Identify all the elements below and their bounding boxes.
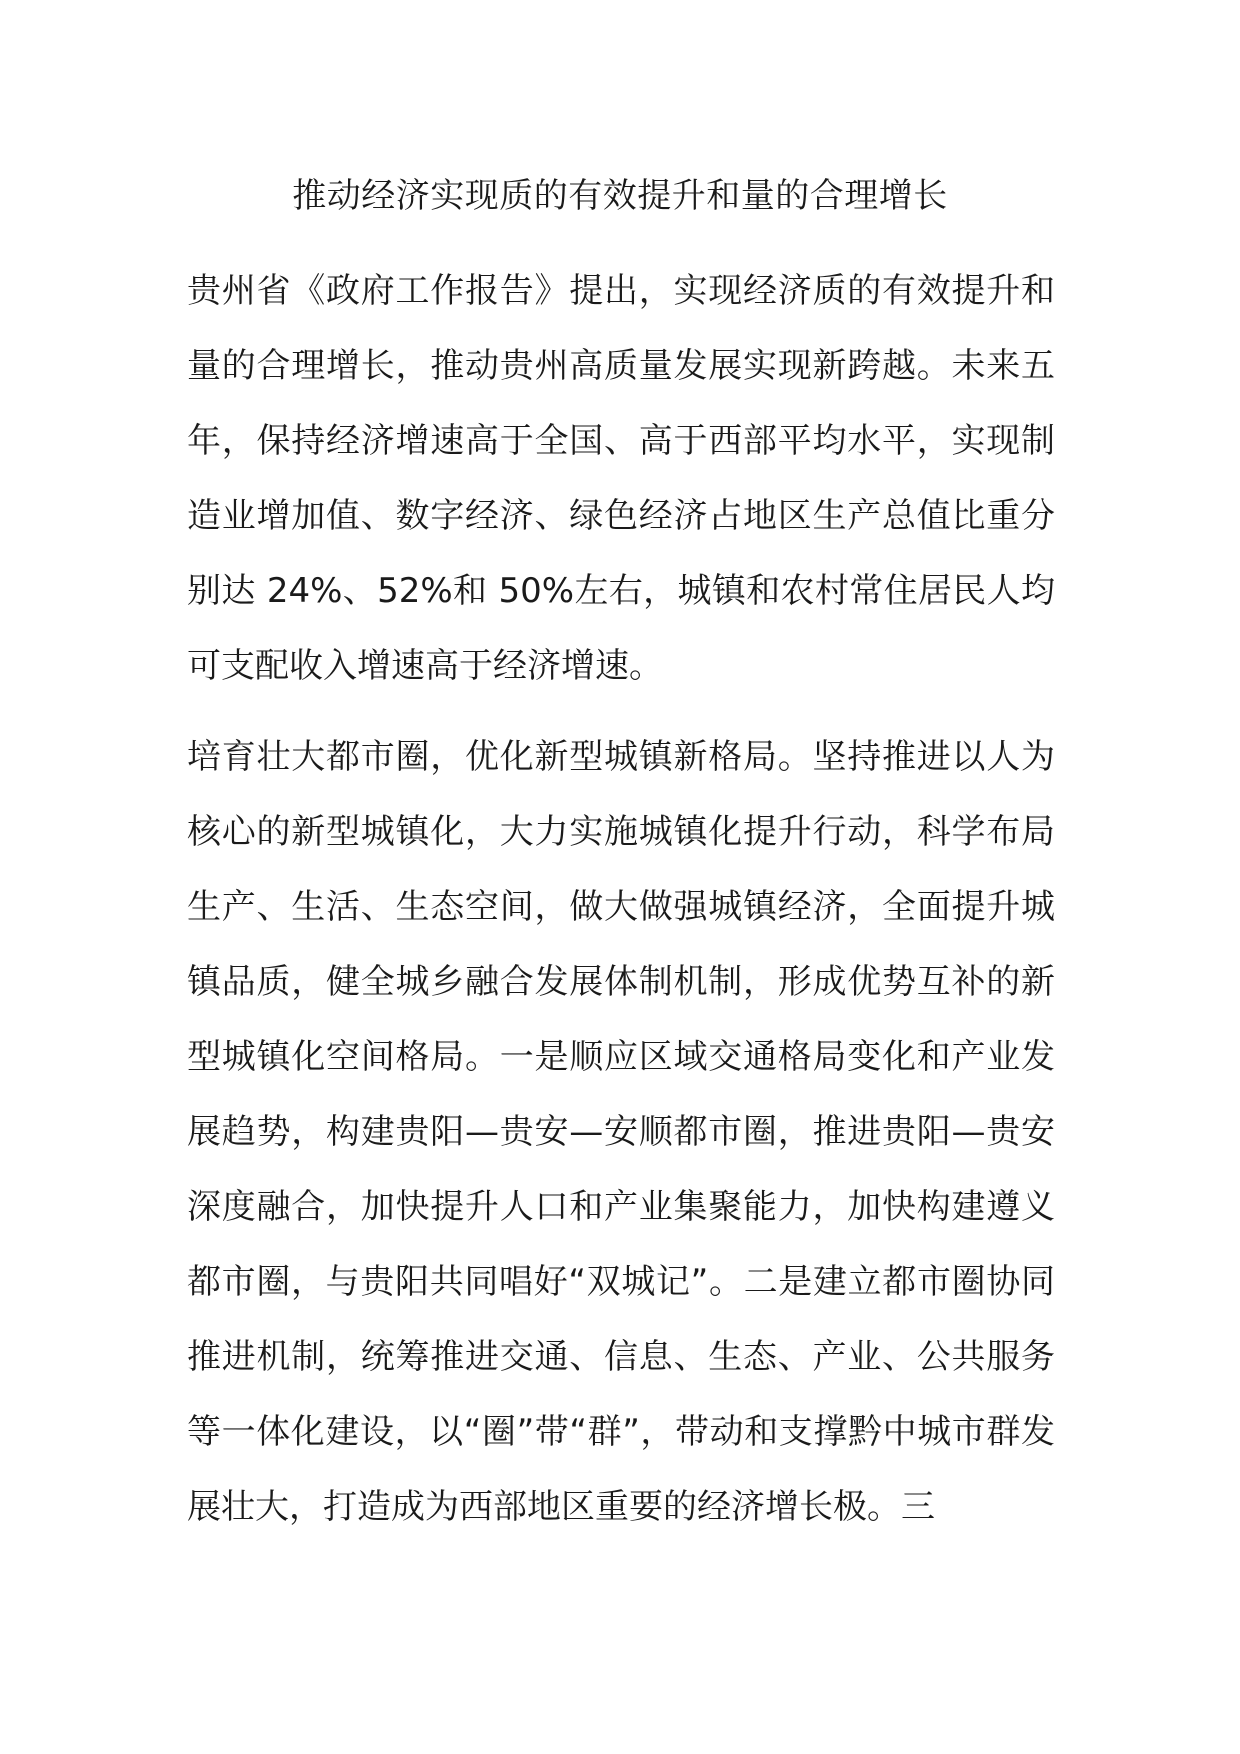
document-title: 推动经济实现质的有效提升和量的合理增长 [292,176,948,216]
paragraph-goals: 贵州省《政府工作报告》提出，实现经济质的有效提升和量的合理增长，推动贵州高质量发展实现新跨越。未来五年，保持经济增速高于全国、高于西部平均水平，实现制造业增加值、数字经济、绿色经济占地区生产总值比重分别达 24%、52%和 50%左右，城镇和农村常住居民人均可支配收入增速高于经济增速。 [187,271,1055,686]
paragraph-metropolitan-areas: 培育壮大都市圈，优化新型城镇新格局。坚持推进以人为核心的新型城镇化，大力实施城镇化提升行动，科学布局生产、生活、生态空间，做大做强城镇经济，全面提升城镇品质，健全城乡融合发展体制机制，形成优势互补的新型城镇化空间格局。一是顺应区域交通格局变化和产业发展趋势，构建贵阳—贵安—安顺都市圈，推进贵阳—贵安深度融合，加快提升人口和产业集聚能力，加快构建遵义都市圈，与贵阳共同唱好“双城记”。二是建立都市圈协同推进机制，统筹推进交通、信息、生态、产业、公共服务等一体化建设，以“圈”带“群”，带动和支撑黔中城市群发展壮大，打造成为西部地区重要的经济增长极。三 [187,737,1055,1527]
